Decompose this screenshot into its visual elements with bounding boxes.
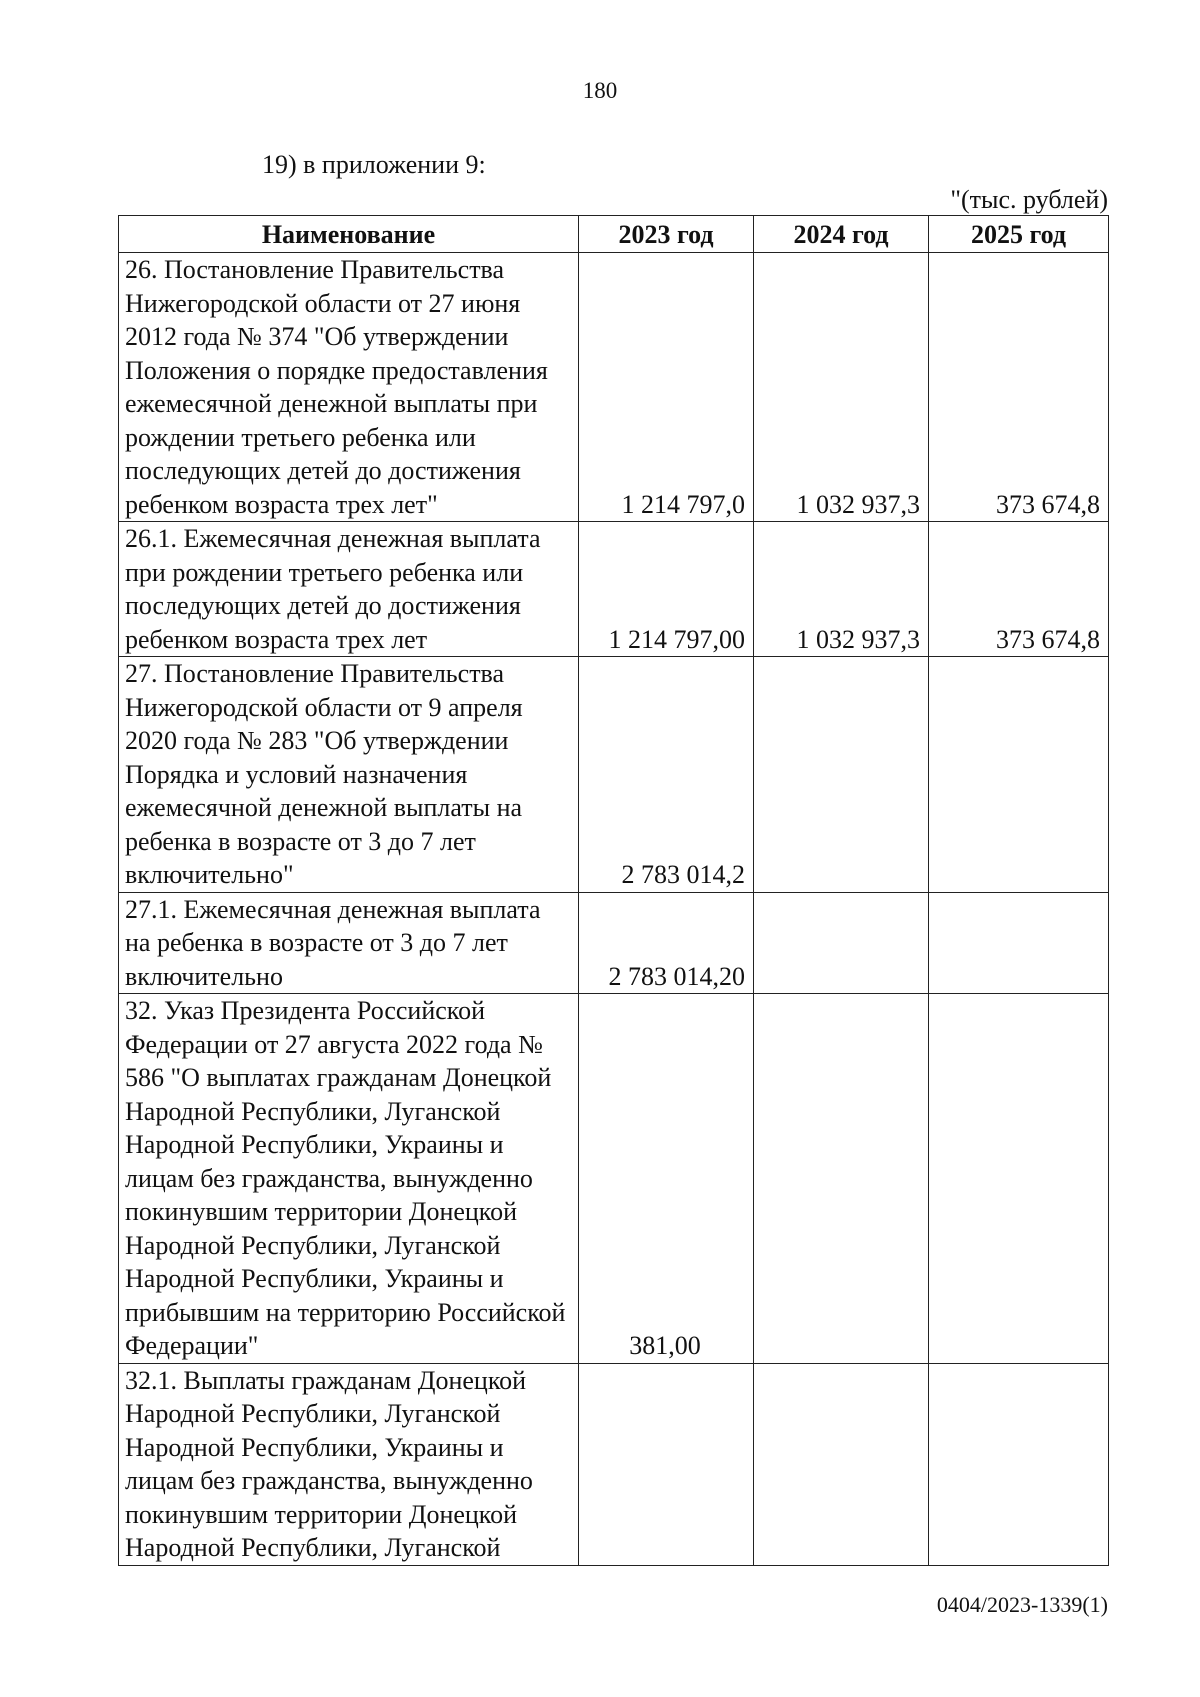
row-name: 27. Постановление Правительства Нижегородской области от 9 апреля 2020 года № 283 "Об утверждении Порядка и условий назначения ежемесячной денежной выплаты на ребенка в возрасте от 3 до 7 лет включительно" <box>119 657 579 893</box>
row-name: 27.1. Ежемесячная денежная выплата на ребенка в возрасте от 3 до 7 лет включительно <box>119 892 579 994</box>
value-2025 <box>929 892 1109 994</box>
value-2025 <box>929 657 1109 893</box>
section-intro: 19) в приложении 9: <box>262 150 486 179</box>
header-name: Наименование <box>119 216 579 253</box>
value-2024 <box>754 892 929 994</box>
table-row <box>119 994 1109 1364</box>
value-2023: 2 783 014,2 <box>579 657 754 893</box>
table-row <box>119 892 1109 994</box>
header-2023: 2023 год <box>579 216 754 253</box>
value-2024 <box>754 994 929 1364</box>
header-2025: 2025 год <box>929 216 1109 253</box>
value-2023: 2 783 014,20 <box>579 892 754 994</box>
appendix-table <box>118 215 1109 1566</box>
value-2025 <box>929 1363 1109 1565</box>
value-2025 <box>929 994 1109 1364</box>
value-2024: 1 032 937,3 <box>754 522 929 657</box>
document-code: 0404/2023-1339(1) <box>936 1592 1108 1617</box>
value-2024: 1 032 937,3 <box>754 253 929 522</box>
header-2024: 2024 год <box>754 216 929 253</box>
row-name: 32.1. Выплаты гражданам Донецкой Народной Республики, Луганской Народной Республики, Украины и лицам без гражданства, вынужденно покинувшим территории Донецкой Народной Республики, Луганской <box>119 1363 579 1565</box>
table-row <box>119 522 1109 657</box>
value-2023: 381,00 <box>579 994 754 1364</box>
row-name: 26. Постановление Правительства Нижегородской области от 27 июня 2012 года № 374 "Об утверждении Положения о порядке предоставления ежемесячной денежной выплаты при рождении третьего ребенка или последующих детей до достижения ребенком возраста трех лет" <box>119 253 579 522</box>
table-row <box>119 657 1109 893</box>
row-name: 32. Указ Президента Российской Федерации от 27 августа 2022 года № 586 "О выплатах гражданам Донецкой Народной Республики, Луганской Народной Республики, Украины и лицам без гражданства, вынужденно покинувшим территории Донецкой Народной Республики, Луганской Народной Республики, Украины и прибывшим на территорию Российской Федерации" <box>119 994 579 1364</box>
value-2025: 373 674,8 <box>929 522 1109 657</box>
value-2024 <box>754 1363 929 1565</box>
row-name: 26.1. Ежемесячная денежная выплата при рождении третьего ребенка или последующих детей до достижения ребенком возраста трех лет <box>119 522 579 657</box>
value-2023 <box>579 1363 754 1565</box>
table-header-row <box>119 216 1109 253</box>
value-2025: 373 674,8 <box>929 253 1109 522</box>
value-2024 <box>754 657 929 893</box>
value-2023: 1 214 797,0 <box>579 253 754 522</box>
page-number: 180 <box>582 78 618 103</box>
value-2023: 1 214 797,00 <box>579 522 754 657</box>
units-label: "(тыс. рублей) <box>950 185 1108 214</box>
table-row <box>119 253 1109 522</box>
table-row <box>119 1363 1109 1565</box>
